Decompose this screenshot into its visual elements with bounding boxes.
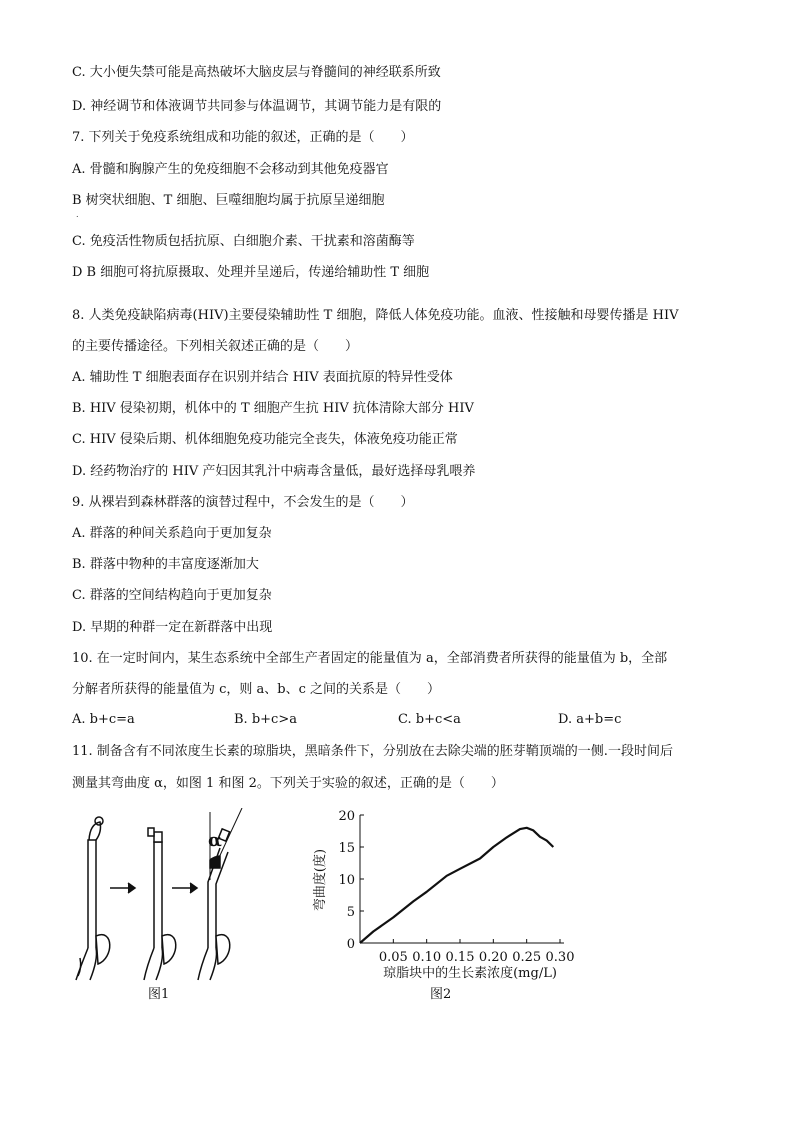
q9-option-c: C. 群落的空间结构趋向于更加复杂 <box>72 588 272 603</box>
coleoptile-decapitated <box>144 828 176 980</box>
q7-option-d: D B 细胞可将抗原摄取、处理并呈递后，传递给辅助性 T 细胞 <box>72 265 430 280</box>
q10-option-a: A. b+c=a <box>72 712 135 727</box>
q10-stem-line2: 分解者所获得的能量值为 c，则 a、b、c 之间的关系是（ ） <box>72 682 441 697</box>
q6-option-c: C. 大小便失禁可能是高热破坏大脑皮层与脊髓间的神经联系所致 <box>72 65 441 80</box>
x-tick-label: 0.05 <box>378 950 408 965</box>
q11-stem-line2: 测量其弯曲度 α，如图 1 和图 2。下列关于实验的叙述，正确的是（ ） <box>72 776 504 791</box>
coleoptile-intact <box>76 817 110 980</box>
q11-stem-line1: 11. 制备含有不同浓度生长素的琼脂块，黑暗条件下，分别放在去除尖端的胚芽鞘顶端的一侧.一段时间后 <box>72 744 673 759</box>
arrow-1 <box>110 883 135 893</box>
y-tick-label: 10 <box>338 873 355 888</box>
q6-option-d: D. 神经调节和体液调节共同参与体温调节，其调节能力是有限的 <box>72 99 442 114</box>
y-tick-label: 15 <box>338 841 355 856</box>
y-tick-label: 20 <box>338 809 355 824</box>
q9-option-d: D. 早期的种群一定在新群落中出现 <box>72 620 273 635</box>
q9-option-a: A. 群落的种间关系趋向于更加复杂 <box>72 526 272 541</box>
q9-option-b: B. 群落中物种的丰富度逐渐加大 <box>72 557 259 572</box>
stray-mark: . <box>76 210 79 219</box>
q10-option-d: D. a+b=c <box>558 712 622 727</box>
series-line <box>360 828 553 943</box>
x-tick-label: 0.15 <box>445 950 475 965</box>
chart-series <box>360 828 553 943</box>
y-tick-label: 5 <box>346 905 355 920</box>
arrow-2 <box>172 883 197 893</box>
q10-option-c: C. b+c<a <box>398 712 461 727</box>
q7-option-b: B 树突状细胞、T 细胞、巨噬细胞均属于抗原呈递细胞 <box>72 193 385 208</box>
chart-ticks <box>338 809 574 965</box>
q10-options <box>72 712 732 730</box>
x-tick-label: 0.20 <box>478 950 508 965</box>
figure2-chart <box>310 800 590 1005</box>
x-tick-label: 0.10 <box>412 950 442 965</box>
q10-stem-line1: 10. 在一定时间内，某生态系统中全部生产者固定的能量值为 a，全部消费者所获得的能量值为 b，全部 <box>72 651 668 666</box>
alpha-symbol: α <box>208 830 222 851</box>
q10-option-b: B. b+c>a <box>234 712 297 727</box>
q8-option-c: C. HIV 侵染后期、机体细胞免疫功能完全丧失，体液免疫功能正常 <box>72 432 458 447</box>
q7-stem: 7. 下列关于免疫系统组成和功能的叙述，正确的是（ ） <box>72 130 414 145</box>
q7-option-c: C. 免疫活性物质包括抗原、白细胞介素、干扰素和溶菌酶等 <box>72 234 415 249</box>
x-tick-label: 0.25 <box>512 950 542 965</box>
q8-option-d: D. 经药物治疗的 HIV 产妇因其乳汁中病毒含量低，最好选择母乳喂养 <box>72 464 476 479</box>
y-tick-label: 0 <box>346 937 355 952</box>
y-axis-label: 弯曲度(度) <box>313 848 328 912</box>
q7-option-a: A. 骨髓和胸腺产生的免疫细胞不会移动到其他免疫器官 <box>72 162 389 177</box>
q8-stem-line1: 8. 人类免疫缺陷病毒(HIV)主要侵染辅助性 T 细胞，降低人体免疫功能。血液、性接触和母婴传播是 HIV <box>72 308 679 323</box>
figure1-coleoptile-diagram <box>70 808 270 1008</box>
figure1-caption: 图1 <box>148 987 170 1002</box>
x-axis-label: 琼脂块中的生长素浓度(mg/L) <box>383 966 557 981</box>
q9-stem: 9. 从裸岩到森林群落的演替过程中，不会发生的是（ ） <box>72 495 414 510</box>
figure2-caption: 图2 <box>430 987 452 1002</box>
q8-stem-line2: 的主要传播途径。下列相关叙述正确的是（ ） <box>72 339 359 354</box>
q8-option-a: A. 辅助性 T 细胞表面存在识别并结合 HIV 表面抗原的特异性受体 <box>72 370 453 385</box>
q8-option-b: B. HIV 侵染初期，机体中的 T 细胞产生抗 HIV 抗体清除大部分 HIV <box>72 401 474 416</box>
x-tick-label: 0.30 <box>545 950 575 965</box>
chart-axes <box>360 815 564 943</box>
